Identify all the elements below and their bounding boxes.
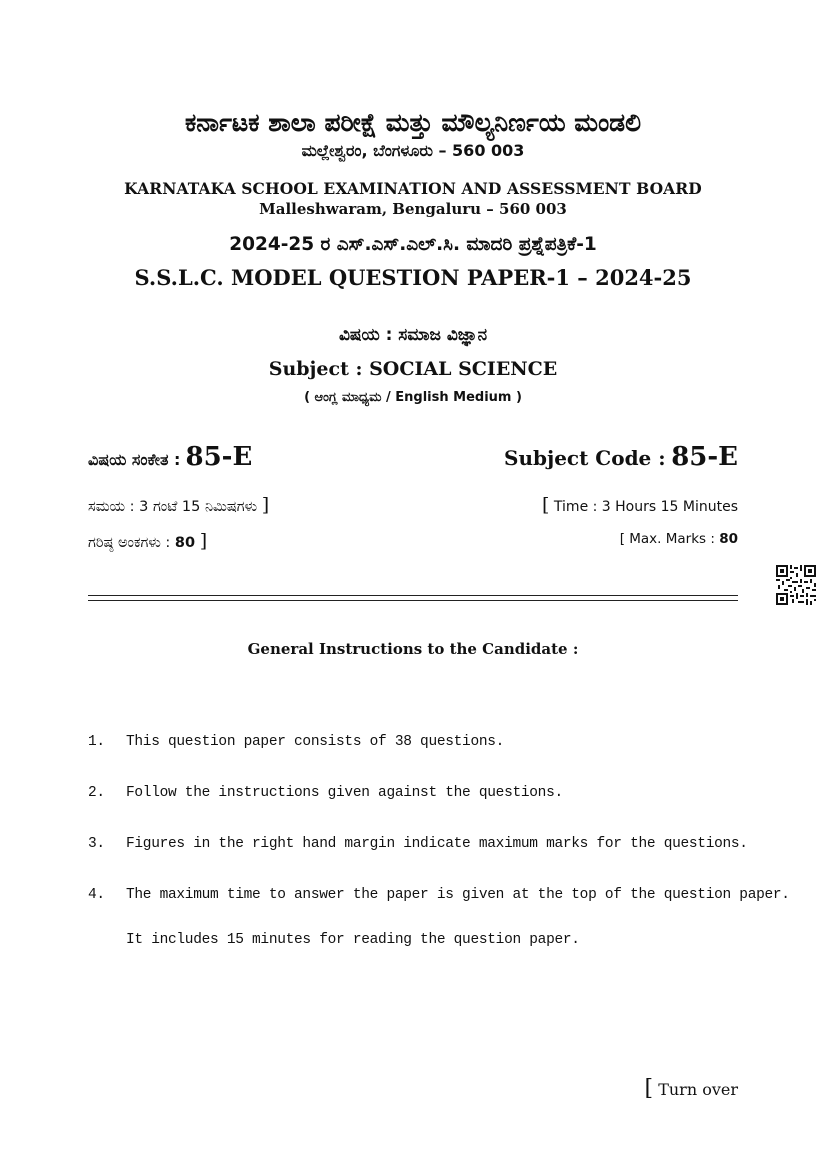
turn-over-bracket: [ [644, 1076, 654, 1101]
turn-over-text: Turn over [658, 1080, 738, 1099]
subject-code-english [504, 442, 738, 472]
instruction-number: 2. [88, 785, 105, 801]
time-kannada [88, 494, 269, 516]
divider-top [88, 595, 738, 596]
time-kannada-bracket: ] [261, 494, 270, 516]
subject-code-kannada-label: ವಿಷಯ ಸಂಕೇತ : [88, 450, 181, 469]
marks-english-label: [ Max. Marks : [619, 531, 715, 547]
instruction-text: This question paper consists of 38 questions. [126, 734, 505, 750]
time-english [542, 494, 738, 516]
divider-bottom [88, 600, 738, 601]
instruction-text: The maximum time to answer the paper is given at the top of the question paper. [126, 887, 790, 903]
qr-code-icon [776, 565, 816, 605]
board-address-kannada: ಮಲ್ಲೇಶ್ವರಂ, ಬೆಂಗಳೂರು – 560 003 [301, 141, 525, 160]
marks-kannada-bracket: ] [199, 530, 208, 552]
marks-kannada [88, 530, 207, 552]
time-kannada-text: ಸಮಯ : 3 ಗಂಟೆ 15 ನಿಮಿಷಗಳು [88, 499, 258, 515]
marks-english [620, 531, 738, 547]
time-english-text: Time : 3 Hours 15 Minutes [553, 499, 738, 515]
instruction-number: 3. [88, 836, 105, 852]
instruction-text: Follow the instructions given against the questions. [126, 785, 563, 801]
subject-code-kannada [88, 442, 252, 472]
medium-label: ( ಆಂಗ್ಲ ಮಾಧ್ಯಮ / English Medium ) [304, 390, 522, 405]
time-english-bracket: [ [542, 494, 550, 516]
turn-over-label [645, 1076, 739, 1101]
instruction-number: 4. [88, 887, 105, 903]
marks-english-value: 80 [719, 531, 738, 547]
instructions-title: General Instructions to the Candidate : [247, 640, 579, 658]
instruction-text: It includes 15 minutes for reading the question paper. [126, 932, 580, 948]
marks-kannada-value: 80 [174, 535, 196, 551]
instruction-number: 1. [88, 734, 105, 750]
subject-code-english-label: Subject Code : [504, 446, 666, 470]
marks-kannada-label: ಗರಿಷ್ಠ ಅಂಕಗಳು : [88, 535, 171, 551]
subject-code-kannada-value: 85-E [185, 442, 253, 472]
instruction-text: Figures in the right hand margin indicate maximum marks for the questions. [126, 836, 748, 852]
paper-title-kannada: 2024-25 ರ ಎಸ್.ಎಸ್.ಎಲ್.ಸಿ. ಮಾದರಿ ಪ್ರಶ್ನೆಪತ್ರಿಕೆ-1 [229, 234, 597, 255]
subject-code-english-value: 85-E [671, 442, 738, 472]
subject-kannada: ವಿಷಯ : ಸಮಾಜ ವಿಜ್ಞಾನ [338, 325, 488, 345]
subject-english: Subject : SOCIAL SCIENCE [268, 358, 558, 380]
board-title-kannada: ಕರ್ನಾಟಕ ಶಾಲಾ ಪರೀಕ್ಷೆ ಮತ್ತು ಮೌಲ್ಯನಿರ್ಣಯ ಮಂಡಲಿ [185, 108, 641, 137]
board-title-english: KARNATAKA SCHOOL EXAMINATION AND ASSESSMENT BOARD [124, 179, 702, 198]
paper-title-english: S.S.L.C. MODEL QUESTION PAPER-1 – 2024-25 [134, 265, 692, 290]
board-address-english: Malleshwaram, Bengaluru – 560 003 [259, 200, 567, 218]
